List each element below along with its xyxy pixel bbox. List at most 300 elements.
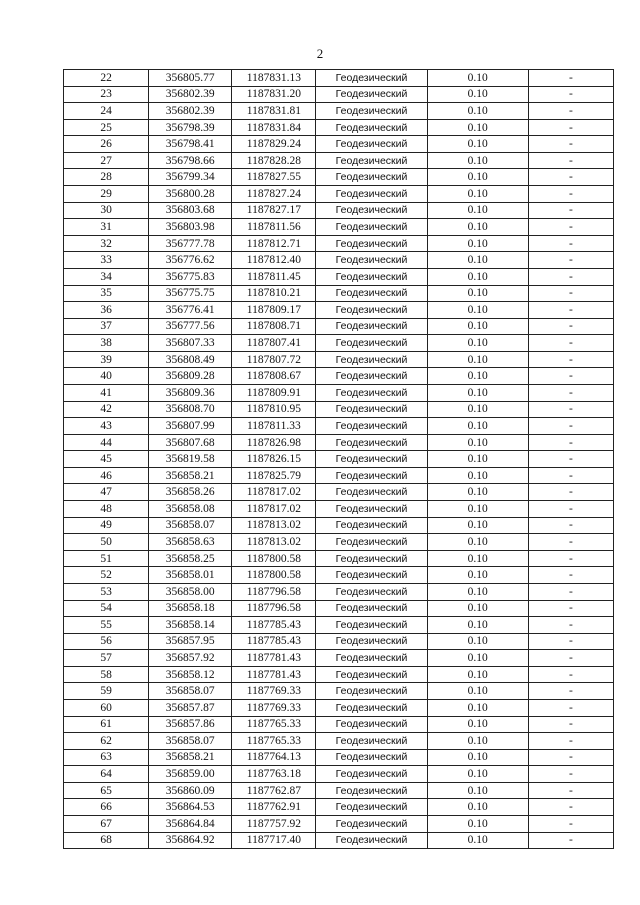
y-coordinate-cell: 1187762.91	[232, 799, 316, 816]
table-row	[64, 401, 614, 418]
y-coordinate-cell: 1187827.24	[232, 186, 316, 203]
point-number-cell: 52	[64, 567, 149, 584]
x-coordinate-cell: 356798.39	[149, 119, 232, 136]
y-coordinate-cell: 1187831.13	[232, 70, 316, 87]
method-cell: Геодезический	[316, 202, 427, 219]
accuracy-cell: 0.10	[427, 235, 528, 252]
note-cell: -	[528, 484, 613, 501]
method-cell: Геодезический	[316, 716, 427, 733]
point-number-cell: 40	[64, 368, 149, 385]
y-coordinate-cell: 1187811.33	[232, 418, 316, 435]
method-cell: Геодезический	[316, 368, 427, 385]
table-row	[64, 550, 614, 567]
table-row	[64, 501, 614, 518]
table-row	[64, 666, 614, 683]
method-cell: Геодезический	[316, 484, 427, 501]
note-cell: -	[528, 583, 613, 600]
note-cell: -	[528, 335, 613, 352]
table-row	[64, 484, 614, 501]
method-cell: Геодезический	[316, 749, 427, 766]
y-coordinate-cell: 1187827.17	[232, 202, 316, 219]
table-row	[64, 650, 614, 667]
accuracy-cell: 0.10	[427, 666, 528, 683]
accuracy-cell: 0.10	[427, 103, 528, 120]
y-coordinate-cell: 1187762.87	[232, 782, 316, 799]
point-number-cell: 44	[64, 434, 149, 451]
x-coordinate-cell: 356809.36	[149, 384, 232, 401]
point-number-cell: 62	[64, 733, 149, 750]
note-cell: -	[528, 799, 613, 816]
method-cell: Геодезический	[316, 816, 427, 833]
accuracy-cell: 0.10	[427, 534, 528, 551]
y-coordinate-cell: 1187810.21	[232, 285, 316, 302]
method-cell: Геодезический	[316, 633, 427, 650]
method-cell: Геодезический	[316, 733, 427, 750]
y-coordinate-cell: 1187808.67	[232, 368, 316, 385]
coordinates-table	[63, 69, 614, 849]
accuracy-cell: 0.10	[427, 766, 528, 783]
table-row	[64, 683, 614, 700]
accuracy-cell: 0.10	[427, 583, 528, 600]
table-row	[64, 186, 614, 203]
point-number-cell: 37	[64, 318, 149, 335]
note-cell: -	[528, 832, 613, 849]
method-cell: Геодезический	[316, 617, 427, 634]
x-coordinate-cell: 356864.84	[149, 816, 232, 833]
table-row	[64, 418, 614, 435]
accuracy-cell: 0.10	[427, 451, 528, 468]
method-cell: Геодезический	[316, 799, 427, 816]
accuracy-cell: 0.10	[427, 716, 528, 733]
note-cell: -	[528, 766, 613, 783]
method-cell: Геодезический	[316, 832, 427, 849]
accuracy-cell: 0.10	[427, 633, 528, 650]
y-coordinate-cell: 1187825.79	[232, 467, 316, 484]
y-coordinate-cell: 1187826.98	[232, 434, 316, 451]
point-number-cell: 56	[64, 633, 149, 650]
table-row	[64, 368, 614, 385]
method-cell: Геодезический	[316, 550, 427, 567]
y-coordinate-cell: 1187785.43	[232, 633, 316, 650]
table-row	[64, 285, 614, 302]
accuracy-cell: 0.10	[427, 86, 528, 103]
table-row	[64, 136, 614, 153]
point-number-cell: 54	[64, 600, 149, 617]
x-coordinate-cell: 356864.53	[149, 799, 232, 816]
accuracy-cell: 0.10	[427, 832, 528, 849]
note-cell: -	[528, 235, 613, 252]
note-cell: -	[528, 501, 613, 518]
method-cell: Геодезический	[316, 384, 427, 401]
accuracy-cell: 0.10	[427, 368, 528, 385]
method-cell: Геодезический	[316, 418, 427, 435]
y-coordinate-cell: 1187765.33	[232, 733, 316, 750]
method-cell: Геодезический	[316, 666, 427, 683]
note-cell: -	[528, 186, 613, 203]
x-coordinate-cell: 356807.68	[149, 434, 232, 451]
table-row	[64, 318, 614, 335]
accuracy-cell: 0.10	[427, 683, 528, 700]
x-coordinate-cell: 356775.75	[149, 285, 232, 302]
method-cell: Геодезический	[316, 219, 427, 236]
method-cell: Геодезический	[316, 351, 427, 368]
x-coordinate-cell: 356858.01	[149, 567, 232, 584]
x-coordinate-cell: 356858.21	[149, 749, 232, 766]
table-row	[64, 633, 614, 650]
x-coordinate-cell: 356858.63	[149, 534, 232, 551]
note-cell: -	[528, 451, 613, 468]
accuracy-cell: 0.10	[427, 699, 528, 716]
method-cell: Геодезический	[316, 699, 427, 716]
y-coordinate-cell: 1187812.71	[232, 235, 316, 252]
note-cell: -	[528, 202, 613, 219]
x-coordinate-cell: 356858.14	[149, 617, 232, 634]
point-number-cell: 42	[64, 401, 149, 418]
note-cell: -	[528, 782, 613, 799]
table-row	[64, 766, 614, 783]
note-cell: -	[528, 699, 613, 716]
y-coordinate-cell: 1187817.02	[232, 484, 316, 501]
accuracy-cell: 0.10	[427, 733, 528, 750]
note-cell: -	[528, 401, 613, 418]
note-cell: -	[528, 285, 613, 302]
y-coordinate-cell: 1187809.91	[232, 384, 316, 401]
table-row	[64, 517, 614, 534]
point-number-cell: 57	[64, 650, 149, 667]
accuracy-cell: 0.10	[427, 318, 528, 335]
note-cell: -	[528, 600, 613, 617]
note-cell: -	[528, 152, 613, 169]
x-coordinate-cell: 356799.34	[149, 169, 232, 186]
x-coordinate-cell: 356776.62	[149, 252, 232, 269]
point-number-cell: 26	[64, 136, 149, 153]
y-coordinate-cell: 1187757.92	[232, 816, 316, 833]
table-row	[64, 716, 614, 733]
point-number-cell: 61	[64, 716, 149, 733]
point-number-cell: 33	[64, 252, 149, 269]
x-coordinate-cell: 356857.86	[149, 716, 232, 733]
point-number-cell: 23	[64, 86, 149, 103]
table-row	[64, 583, 614, 600]
y-coordinate-cell: 1187813.02	[232, 517, 316, 534]
point-number-cell: 43	[64, 418, 149, 435]
method-cell: Геодезический	[316, 136, 427, 153]
y-coordinate-cell: 1187785.43	[232, 617, 316, 634]
x-coordinate-cell: 356807.99	[149, 418, 232, 435]
x-coordinate-cell: 356798.66	[149, 152, 232, 169]
x-coordinate-cell: 356864.92	[149, 832, 232, 849]
x-coordinate-cell: 356805.77	[149, 70, 232, 87]
method-cell: Геодезический	[316, 285, 427, 302]
method-cell: Геодезический	[316, 169, 427, 186]
note-cell: -	[528, 169, 613, 186]
x-coordinate-cell: 356858.00	[149, 583, 232, 600]
method-cell: Геодезический	[316, 534, 427, 551]
method-cell: Геодезический	[316, 766, 427, 783]
point-number-cell: 47	[64, 484, 149, 501]
accuracy-cell: 0.10	[427, 401, 528, 418]
x-coordinate-cell: 356809.28	[149, 368, 232, 385]
x-coordinate-cell: 356776.41	[149, 302, 232, 319]
note-cell: -	[528, 517, 613, 534]
method-cell: Геодезический	[316, 302, 427, 319]
y-coordinate-cell: 1187807.72	[232, 351, 316, 368]
y-coordinate-cell: 1187810.95	[232, 401, 316, 418]
x-coordinate-cell: 356857.87	[149, 699, 232, 716]
point-number-cell: 32	[64, 235, 149, 252]
accuracy-cell: 0.10	[427, 418, 528, 435]
accuracy-cell: 0.10	[427, 268, 528, 285]
note-cell: -	[528, 384, 613, 401]
table-row	[64, 832, 614, 849]
method-cell: Геодезический	[316, 252, 427, 269]
note-cell: -	[528, 252, 613, 269]
point-number-cell: 39	[64, 351, 149, 368]
note-cell: -	[528, 567, 613, 584]
point-number-cell: 58	[64, 666, 149, 683]
method-cell: Геодезический	[316, 152, 427, 169]
table-row	[64, 782, 614, 799]
method-cell: Геодезический	[316, 70, 427, 87]
method-cell: Геодезический	[316, 318, 427, 335]
note-cell: -	[528, 733, 613, 750]
accuracy-cell: 0.10	[427, 186, 528, 203]
method-cell: Геодезический	[316, 517, 427, 534]
note-cell: -	[528, 666, 613, 683]
method-cell: Геодезический	[316, 335, 427, 352]
note-cell: -	[528, 534, 613, 551]
note-cell: -	[528, 650, 613, 667]
y-coordinate-cell: 1187800.58	[232, 567, 316, 584]
point-number-cell: 65	[64, 782, 149, 799]
y-coordinate-cell: 1187829.24	[232, 136, 316, 153]
point-number-cell: 31	[64, 219, 149, 236]
x-coordinate-cell: 356858.21	[149, 467, 232, 484]
note-cell: -	[528, 550, 613, 567]
y-coordinate-cell: 1187796.58	[232, 600, 316, 617]
note-cell: -	[528, 716, 613, 733]
x-coordinate-cell: 356802.39	[149, 86, 232, 103]
y-coordinate-cell: 1187811.45	[232, 268, 316, 285]
y-coordinate-cell: 1187717.40	[232, 832, 316, 849]
y-coordinate-cell: 1187807.41	[232, 335, 316, 352]
note-cell: -	[528, 268, 613, 285]
y-coordinate-cell: 1187763.18	[232, 766, 316, 783]
y-coordinate-cell: 1187808.71	[232, 318, 316, 335]
accuracy-cell: 0.10	[427, 749, 528, 766]
table-row	[64, 169, 614, 186]
x-coordinate-cell: 356858.07	[149, 517, 232, 534]
point-number-cell: 64	[64, 766, 149, 783]
y-coordinate-cell: 1187765.33	[232, 716, 316, 733]
page-number: 2	[316, 46, 324, 61]
y-coordinate-cell: 1187781.43	[232, 666, 316, 683]
table-row	[64, 70, 614, 87]
table-row	[64, 302, 614, 319]
table-row	[64, 567, 614, 584]
y-coordinate-cell: 1187764.13	[232, 749, 316, 766]
x-coordinate-cell: 356860.09	[149, 782, 232, 799]
accuracy-cell: 0.10	[427, 152, 528, 169]
method-cell: Геодезический	[316, 86, 427, 103]
accuracy-cell: 0.10	[427, 501, 528, 518]
point-number-cell: 36	[64, 302, 149, 319]
y-coordinate-cell: 1187817.02	[232, 501, 316, 518]
point-number-cell: 49	[64, 517, 149, 534]
table-row	[64, 799, 614, 816]
accuracy-cell: 0.10	[427, 484, 528, 501]
table-row	[64, 268, 614, 285]
accuracy-cell: 0.10	[427, 517, 528, 534]
point-number-cell: 46	[64, 467, 149, 484]
accuracy-cell: 0.10	[427, 550, 528, 567]
accuracy-cell: 0.10	[427, 782, 528, 799]
table-row	[64, 467, 614, 484]
x-coordinate-cell: 356777.78	[149, 235, 232, 252]
table-row	[64, 219, 614, 236]
point-number-cell: 30	[64, 202, 149, 219]
point-number-cell: 25	[64, 119, 149, 136]
table-row	[64, 749, 614, 766]
x-coordinate-cell: 356858.08	[149, 501, 232, 518]
accuracy-cell: 0.10	[427, 600, 528, 617]
accuracy-cell: 0.10	[427, 434, 528, 451]
table-row	[64, 252, 614, 269]
y-coordinate-cell: 1187811.56	[232, 219, 316, 236]
x-coordinate-cell: 356798.41	[149, 136, 232, 153]
accuracy-cell: 0.10	[427, 467, 528, 484]
method-cell: Геодезический	[316, 467, 427, 484]
note-cell: -	[528, 749, 613, 766]
accuracy-cell: 0.10	[427, 252, 528, 269]
point-number-cell: 53	[64, 583, 149, 600]
method-cell: Геодезический	[316, 434, 427, 451]
method-cell: Геодезический	[316, 235, 427, 252]
table-row	[64, 335, 614, 352]
accuracy-cell: 0.10	[427, 302, 528, 319]
point-number-cell: 55	[64, 617, 149, 634]
accuracy-cell: 0.10	[427, 567, 528, 584]
y-coordinate-cell: 1187796.58	[232, 583, 316, 600]
note-cell: -	[528, 617, 613, 634]
table-row	[64, 202, 614, 219]
y-coordinate-cell: 1187781.43	[232, 650, 316, 667]
table-row	[64, 699, 614, 716]
y-coordinate-cell: 1187800.58	[232, 550, 316, 567]
accuracy-cell: 0.10	[427, 335, 528, 352]
x-coordinate-cell: 356859.00	[149, 766, 232, 783]
accuracy-cell: 0.10	[427, 650, 528, 667]
note-cell: -	[528, 434, 613, 451]
x-coordinate-cell: 356777.56	[149, 318, 232, 335]
method-cell: Геодезический	[316, 683, 427, 700]
y-coordinate-cell: 1187812.40	[232, 252, 316, 269]
y-coordinate-cell: 1187827.55	[232, 169, 316, 186]
table-row	[64, 733, 614, 750]
point-number-cell: 24	[64, 103, 149, 120]
accuracy-cell: 0.10	[427, 351, 528, 368]
accuracy-cell: 0.10	[427, 816, 528, 833]
method-cell: Геодезический	[316, 501, 427, 518]
method-cell: Геодезический	[316, 583, 427, 600]
note-cell: -	[528, 70, 613, 87]
accuracy-cell: 0.10	[427, 799, 528, 816]
x-coordinate-cell: 356803.68	[149, 202, 232, 219]
x-coordinate-cell: 356802.39	[149, 103, 232, 120]
note-cell: -	[528, 318, 613, 335]
x-coordinate-cell: 356858.26	[149, 484, 232, 501]
table-row	[64, 534, 614, 551]
point-number-cell: 68	[64, 832, 149, 849]
y-coordinate-cell: 1187828.28	[232, 152, 316, 169]
note-cell: -	[528, 633, 613, 650]
method-cell: Геодезический	[316, 119, 427, 136]
y-coordinate-cell: 1187769.33	[232, 699, 316, 716]
table-row	[64, 86, 614, 103]
point-number-cell: 66	[64, 799, 149, 816]
table-row	[64, 384, 614, 401]
note-cell: -	[528, 816, 613, 833]
method-cell: Геодезический	[316, 650, 427, 667]
point-number-cell: 60	[64, 699, 149, 716]
accuracy-cell: 0.10	[427, 202, 528, 219]
point-number-cell: 29	[64, 186, 149, 203]
x-coordinate-cell: 356858.18	[149, 600, 232, 617]
accuracy-cell: 0.10	[427, 70, 528, 87]
y-coordinate-cell: 1187831.84	[232, 119, 316, 136]
table-row	[64, 451, 614, 468]
accuracy-cell: 0.10	[427, 285, 528, 302]
table-row	[64, 103, 614, 120]
x-coordinate-cell: 356819.58	[149, 451, 232, 468]
coordinates-table-body	[64, 70, 614, 849]
x-coordinate-cell: 356857.95	[149, 633, 232, 650]
point-number-cell: 22	[64, 70, 149, 87]
point-number-cell: 27	[64, 152, 149, 169]
x-coordinate-cell: 356808.70	[149, 401, 232, 418]
note-cell: -	[528, 86, 613, 103]
y-coordinate-cell: 1187809.17	[232, 302, 316, 319]
point-number-cell: 28	[64, 169, 149, 186]
y-coordinate-cell: 1187826.15	[232, 451, 316, 468]
point-number-cell: 45	[64, 451, 149, 468]
accuracy-cell: 0.10	[427, 384, 528, 401]
x-coordinate-cell: 356775.83	[149, 268, 232, 285]
table-row	[64, 119, 614, 136]
x-coordinate-cell: 356803.98	[149, 219, 232, 236]
note-cell: -	[528, 418, 613, 435]
x-coordinate-cell: 356858.25	[149, 550, 232, 567]
note-cell: -	[528, 351, 613, 368]
method-cell: Геодезический	[316, 451, 427, 468]
point-number-cell: 50	[64, 534, 149, 551]
method-cell: Геодезический	[316, 401, 427, 418]
note-cell: -	[528, 368, 613, 385]
point-number-cell: 35	[64, 285, 149, 302]
point-number-cell: 51	[64, 550, 149, 567]
method-cell: Геодезический	[316, 567, 427, 584]
accuracy-cell: 0.10	[427, 136, 528, 153]
table-row	[64, 617, 614, 634]
method-cell: Геодезический	[316, 782, 427, 799]
note-cell: -	[528, 219, 613, 236]
note-cell: -	[528, 119, 613, 136]
accuracy-cell: 0.10	[427, 617, 528, 634]
point-number-cell: 34	[64, 268, 149, 285]
point-number-cell: 63	[64, 749, 149, 766]
note-cell: -	[528, 302, 613, 319]
table-row	[64, 434, 614, 451]
